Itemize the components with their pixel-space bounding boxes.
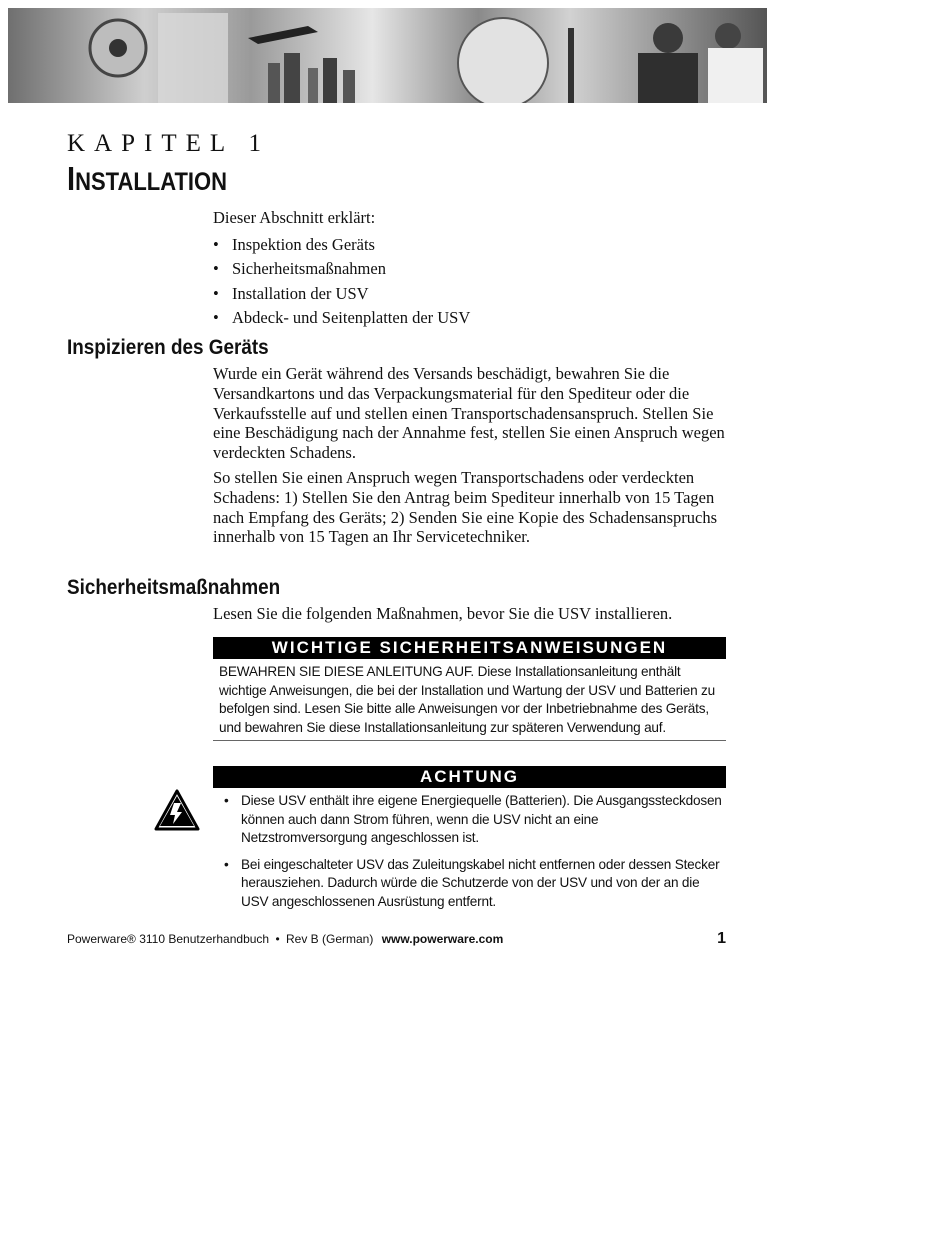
- chapter-title: [67, 160, 227, 198]
- important-instructions-bar: WICHTIGE SICHERHEITSANWEISUNGEN: [213, 637, 726, 659]
- footer-url-link[interactable]: www.powerware.com: [381, 932, 504, 946]
- page-number: 1: [717, 930, 726, 947]
- footer-product: Powerware® 3110 Benutzerhandbuch: [67, 932, 270, 946]
- list-item: • Inspektion des Geräts: [213, 235, 733, 259]
- footer-revision: Rev B (German): [285, 932, 374, 946]
- chapter-title-initial: I: [67, 160, 76, 197]
- inspect-paragraph-1: Wurde ein Gerät während des Versands beschädigt, bewahren Sie die Versandkartons und das Verpackungsmaterial für den Spediteur oder die Verkaufsstelle auf und stellen einen Transportschadensanspruch. Stellen Sie eine Beschädigung nach der Annahme fest, stellen Sie einen Anspruch wegen verdeckten Schadens.: [213, 364, 725, 463]
- inspect-paragraph-2: So stellen Sie einen Anspruch wegen Transportschadens oder verdeckten Schadens: 1) Stellen Sie den Antrag beim Spediteur innerhalb von 15 Tagen nach Empfang des Geräts; 2) Senden Sie eine Kopie des Schadensanspruchs innerhalb von 15 Tagen an Ihr Servicetechniker.: [213, 468, 718, 547]
- list-item: • Diese USV enthält ihre eigene Energiequelle (Batterien). Die Ausgangssteckdosen können auch dann Strom führen, wenn die USV nicht an eine Netzstromversorgung angeschlossen ist.: [222, 792, 727, 848]
- warning-list: [222, 792, 727, 919]
- warning-bar: ACHTUNG: [213, 766, 726, 788]
- chapter-title-rest: NSTALLATION: [75, 168, 228, 196]
- chapter-label: KAPITEL 1: [67, 130, 270, 157]
- list-item: • Abdeck- und Seitenplatten der USV: [213, 308, 733, 332]
- header-banner-image: [8, 8, 767, 103]
- safety-intro: Lesen Sie die folgenden Maßnahmen, bevor Sie die USV installieren.: [213, 604, 673, 623]
- footer-separator: •: [275, 932, 280, 946]
- page-footer: [67, 932, 726, 946]
- inspect-heading: Inspizieren des Geräts: [67, 336, 269, 359]
- intro-bullet-list: [213, 235, 733, 332]
- list-item: • Bei eingeschalteter USV das Zuleitungskabel nicht entfernen oder dessen Stecker herausziehen. Dadurch würde die Schutzerde von der USV und von der an die USV angeschlossenen Ausrüstung entfernt.: [222, 856, 727, 912]
- electrical-hazard-icon: [154, 789, 200, 831]
- important-instructions-text: BEWAHREN SIE DIESE ANLEITUNG AUF. Diese Installationsanleitung enthält wichtige Anweisungen, die bei der Installation und Wartung der USV und Batterien zu befolgen sind. Lesen Sie bitte alle Anweisungen vor der Inbetriebnahme des Geräts, und bewahren Sie diese Installationsanleitung zur späteren Verwendung auf.: [213, 663, 726, 741]
- safety-heading: Sicherheitsmaßnahmen: [67, 576, 281, 599]
- list-item: • Sicherheitsmaßnahmen: [213, 259, 733, 283]
- intro-text: Dieser Abschnitt erklärt:: [213, 208, 376, 227]
- list-item: • Installation der USV: [213, 284, 733, 308]
